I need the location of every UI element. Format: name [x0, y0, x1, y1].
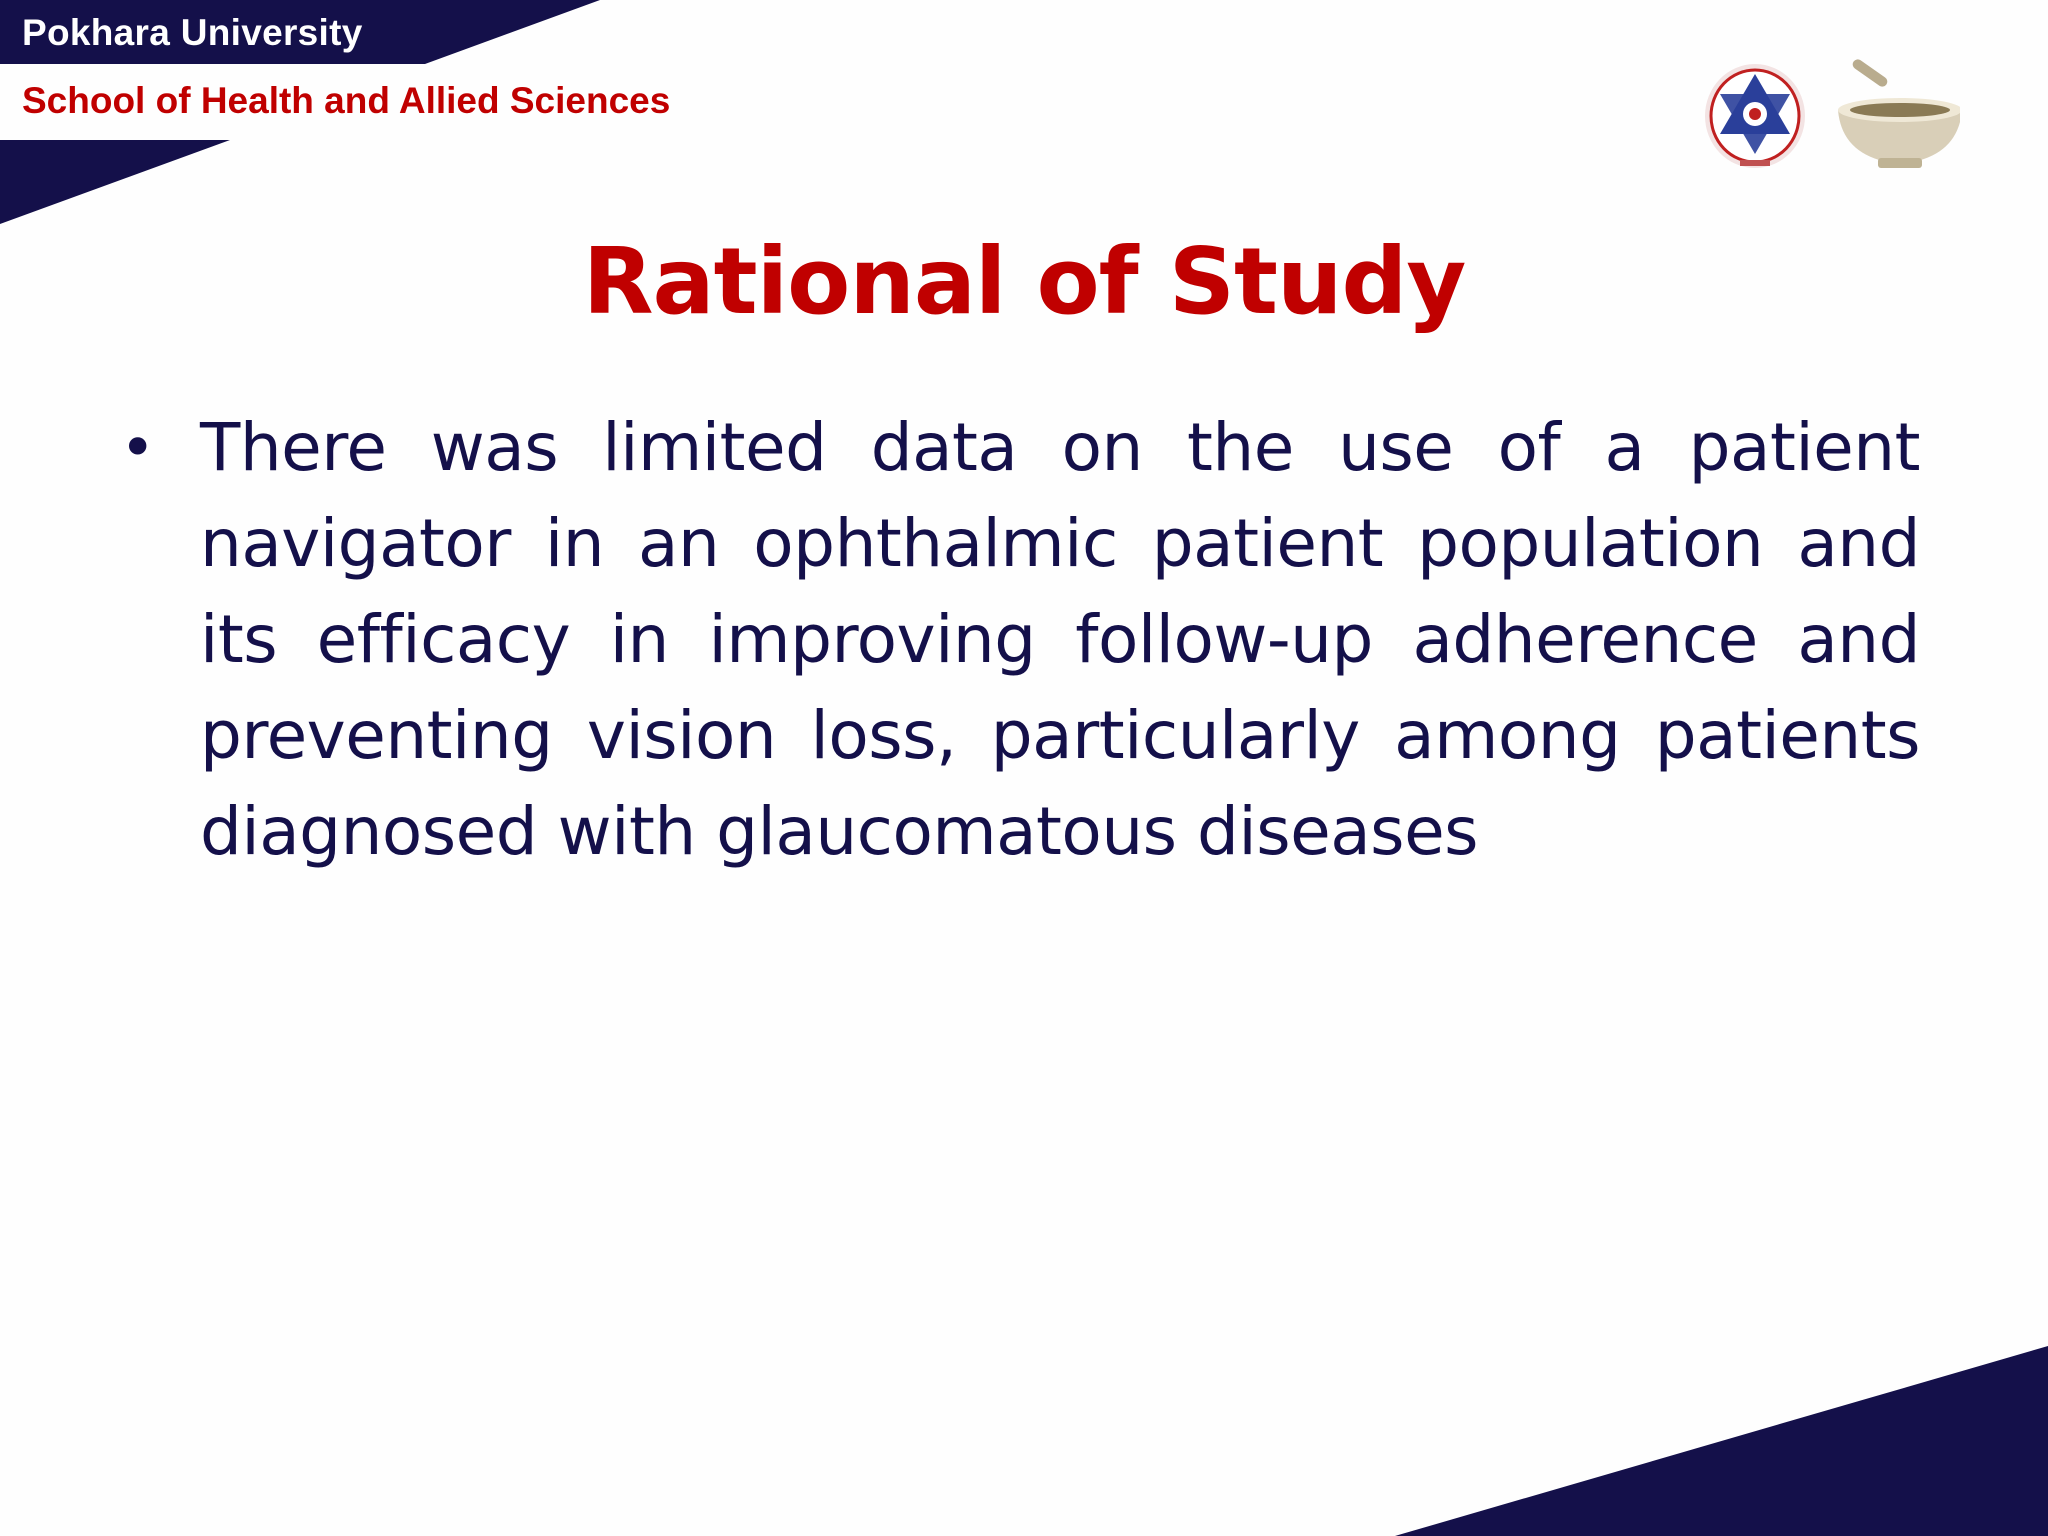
- slide-title: Rational of Study: [582, 228, 1466, 335]
- school-name: School of Health and Allied Sciences: [22, 80, 671, 121]
- mortar-and-pestle-icon: [1838, 58, 1960, 168]
- bullet-list: [120, 400, 1920, 880]
- logos: [1700, 58, 1960, 178]
- university-name: Pokhara University: [22, 12, 363, 53]
- university-seal-icon: [1705, 64, 1805, 168]
- list-item: [120, 400, 1920, 880]
- bullet-icon: •: [120, 413, 155, 483]
- bullet-text: There was limited data on the use of a patient navigator in an ophthalmic patient population and its efficacy in improving follow-up adherence and preventing vision loss, particularly among patients diagnosed with glaucomatous diseases: [200, 409, 1920, 870]
